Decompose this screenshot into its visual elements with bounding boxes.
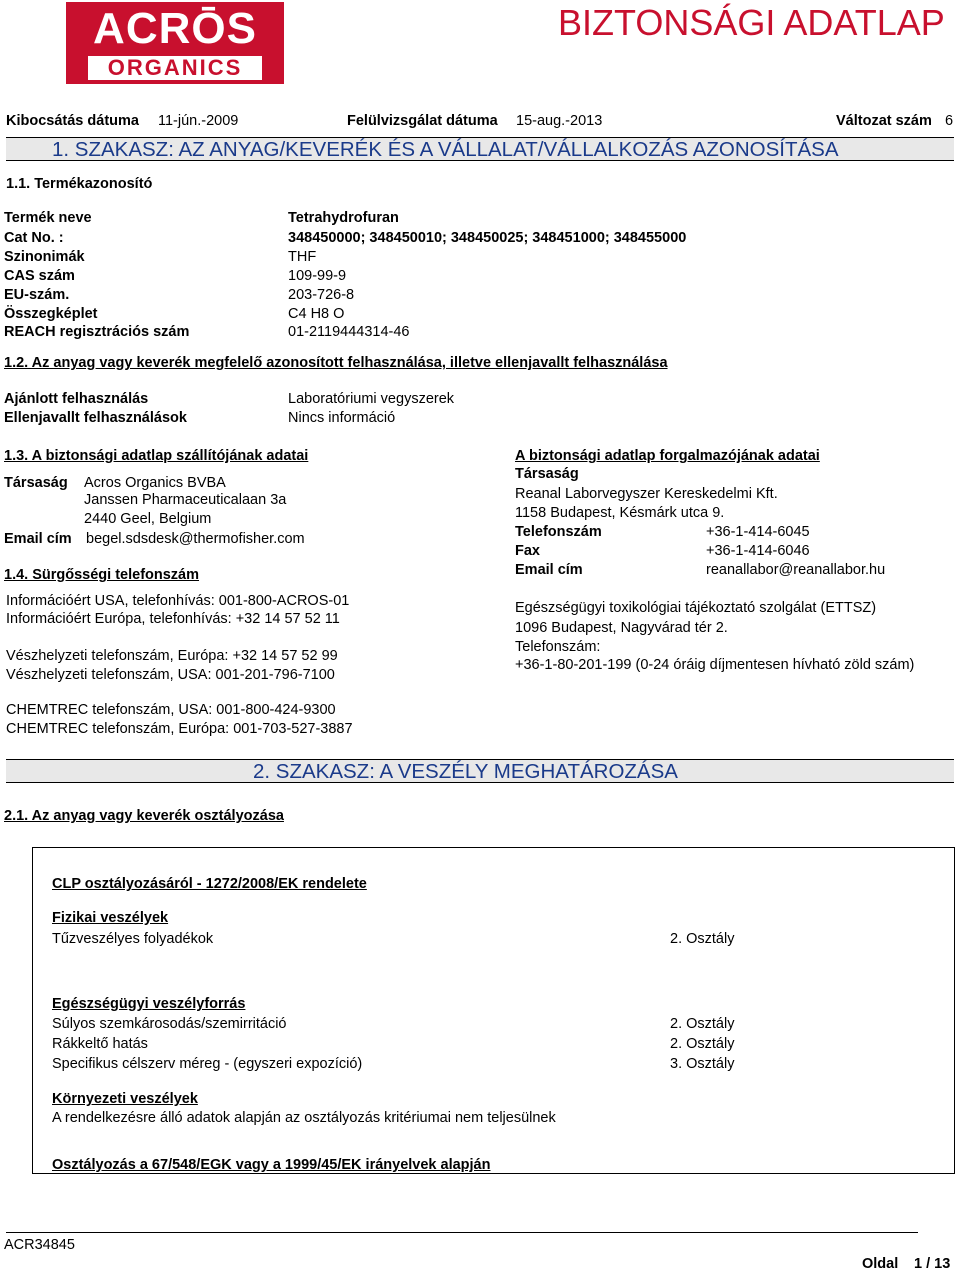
- recommended-use-label: Ajánlott felhasználás: [4, 391, 149, 407]
- section2-title: 2. SZAKASZ: A VESZÉLY MEGHATÁROZÁSA: [253, 760, 678, 783]
- directive-heading: Osztályozás a 67/548/EGK vagy a 1999/45/EK irányelvek alapján: [52, 1157, 491, 1173]
- subsection-2-1: 2.1. Az anyag vagy keverék osztályozása: [4, 808, 284, 824]
- reach-label: REACH regisztrációs szám: [4, 324, 190, 340]
- distributor-email-link[interactable]: reanallabor@reanallabor.hu: [706, 562, 886, 578]
- hazard-category: 2. Osztály: [670, 1016, 735, 1032]
- environmental-hazards-text: A rendelkezésre álló adatok alapján az osztályozás kritériumai nem teljesülnek: [52, 1110, 556, 1126]
- distributor-address-line: 1158 Budapest, Késmárk utca 9.: [515, 505, 725, 521]
- emergency-line: Vészhelyzeti telefonszám, USA: 001-201-796-7100: [6, 667, 335, 683]
- section1-title: 1. SZAKASZ: AZ ANYAG/KEVERÉK ÉS A VÁLLALAT/VÁLLALKOZÁS AZONOSÍTÁSA: [52, 138, 839, 161]
- formula-value: C4 H8 O: [288, 306, 345, 322]
- emergency-line: CHEMTREC telefonszám, Európa: 001-703-527-3887: [6, 721, 353, 737]
- version-label: Változat szám: [836, 113, 932, 129]
- uses-advised-against-value: Nincs információ: [288, 410, 396, 426]
- hazard-category: 3. Osztály: [670, 1056, 735, 1072]
- distributor-fax-label: Fax: [515, 543, 540, 559]
- distributor-company-label: Társaság: [515, 466, 579, 482]
- issue-date: 11-jún.-2009: [158, 113, 239, 129]
- distributor-heading: A biztonsági adatlap forgalmazójának adatai: [515, 448, 820, 464]
- hazard-name: Súlyos szemkárosodás/szemirritáció: [52, 1016, 287, 1032]
- supplier-email-label: Email cím: [4, 531, 72, 547]
- hazard-category: 2. Osztály: [670, 931, 735, 947]
- emergency-line: CHEMTREC telefonszám, USA: 001-800-424-9300: [6, 702, 336, 718]
- supplier-email-link[interactable]: begel.sdsdesk@thermofisher.com: [86, 531, 305, 547]
- footer-divider: [6, 1232, 918, 1233]
- subsection-1-1: 1.1. Termékazonosító: [6, 176, 153, 192]
- logo-text-top: ACRŌS: [93, 4, 257, 53]
- recommended-use-value: Laboratóriumi vegyszerek: [288, 391, 455, 407]
- logo-text-bottom: ORGANICS: [107, 55, 243, 80]
- issue-date-label: Kibocsátás dátuma: [6, 113, 139, 129]
- health-hazards-heading: Egészségügyi veszélyforrás: [52, 996, 246, 1012]
- cas-value: 109-99-9: [288, 268, 347, 284]
- reach-value: 01-2119444314-46: [288, 324, 410, 340]
- cat-no-label: Cat No. :: [4, 230, 64, 246]
- uses-advised-against-label: Ellenjavallt felhasználások: [4, 410, 187, 426]
- physical-hazards-heading: Fizikai veszélyek: [52, 910, 169, 926]
- subsection-1-4: 1.4. Sürgősségi telefonszám: [4, 567, 200, 583]
- page-number: 1 / 13: [914, 1256, 951, 1272]
- synonyms-value: THF: [288, 249, 317, 265]
- emergency-line: Vészhelyzeti telefonszám, Európa: +32 14 57 52 99: [6, 648, 338, 664]
- synonyms-label: Szinonimák: [4, 249, 85, 265]
- product-code: ACR34845: [4, 1237, 75, 1253]
- hazard-name: Tűzveszélyes folyadékok: [52, 931, 214, 947]
- distributor-company-line: Reanal Laborvegyszer Kereskedelmi Kft.: [515, 486, 778, 502]
- distributor-email-label: Email cím: [515, 562, 583, 578]
- clp-heading: CLP osztályozásáról - 1272/2008/EK rendelete: [52, 876, 367, 892]
- document-title: BIZTONSÁGI ADATLAP: [558, 2, 945, 43]
- formula-label: Összegképlet: [4, 306, 98, 322]
- page-label: Oldal: [862, 1256, 899, 1272]
- emergency-line: Információért Európa, telefonhívás: +32 14 57 52 11: [6, 611, 340, 627]
- environmental-hazards-heading: Környezeti veszélyek: [52, 1091, 198, 1107]
- cas-label: CAS szám: [4, 268, 75, 284]
- supplier-company-label: Társaság: [4, 475, 68, 491]
- emergency-line: Információért USA, telefonhívás: 001-800-ACROS-01: [6, 593, 350, 609]
- eu-number-label: EU-szám.: [4, 287, 70, 303]
- revision-date: 15-aug.-2013: [516, 113, 603, 129]
- product-name-label: Termék neve: [4, 210, 92, 226]
- hazard-name: Rákkeltő hatás: [52, 1036, 148, 1052]
- ettsz-line: 1096 Budapest, Nagyvárad tér 2.: [515, 620, 728, 636]
- subsection-1-3: 1.3. A biztonsági adatlap szállítójának adatai: [4, 448, 309, 464]
- product-name-value: Tetrahydrofuran: [288, 210, 399, 226]
- supplier-address-line: Janssen Pharmaceuticalaan 3a: [84, 492, 287, 508]
- distributor-phone-label: Telefonszám: [515, 524, 602, 540]
- acros-organics-logo: [66, 2, 284, 84]
- subsection-1-2: 1.2. Az anyag vagy keverék megfelelő azonosított felhasználása, illetve ellenjavallt felhasználása: [4, 355, 668, 371]
- eu-number-value: 203-726-8: [288, 287, 355, 303]
- supplier-city-line: 2440 Geel, Belgium: [84, 511, 212, 527]
- supplier-company-line: Acros Organics BVBA: [84, 475, 226, 491]
- ettsz-line: Telefonszám:: [515, 639, 601, 655]
- ettsz-line: +36-1-80-201-199 (0-24 óráig díjmentesen hívható zöld szám): [515, 657, 915, 673]
- distributor-phone: +36-1-414-6045: [706, 524, 810, 540]
- hazard-name: Specifikus célszerv méreg - (egyszeri expozíció): [52, 1056, 363, 1072]
- distributor-fax: +36-1-414-6046: [706, 543, 810, 559]
- hazard-category: 2. Osztály: [670, 1036, 735, 1052]
- ettsz-line: Egészségügyi toxikológiai tájékoztató szolgálat (ETTSZ): [515, 600, 877, 616]
- revision-date-label: Felülvizsgálat dátuma: [347, 113, 498, 129]
- version-number: 6: [945, 113, 954, 129]
- cat-no-value: 348450000; 348450010; 348450025; 348451000; 348455000: [288, 230, 687, 246]
